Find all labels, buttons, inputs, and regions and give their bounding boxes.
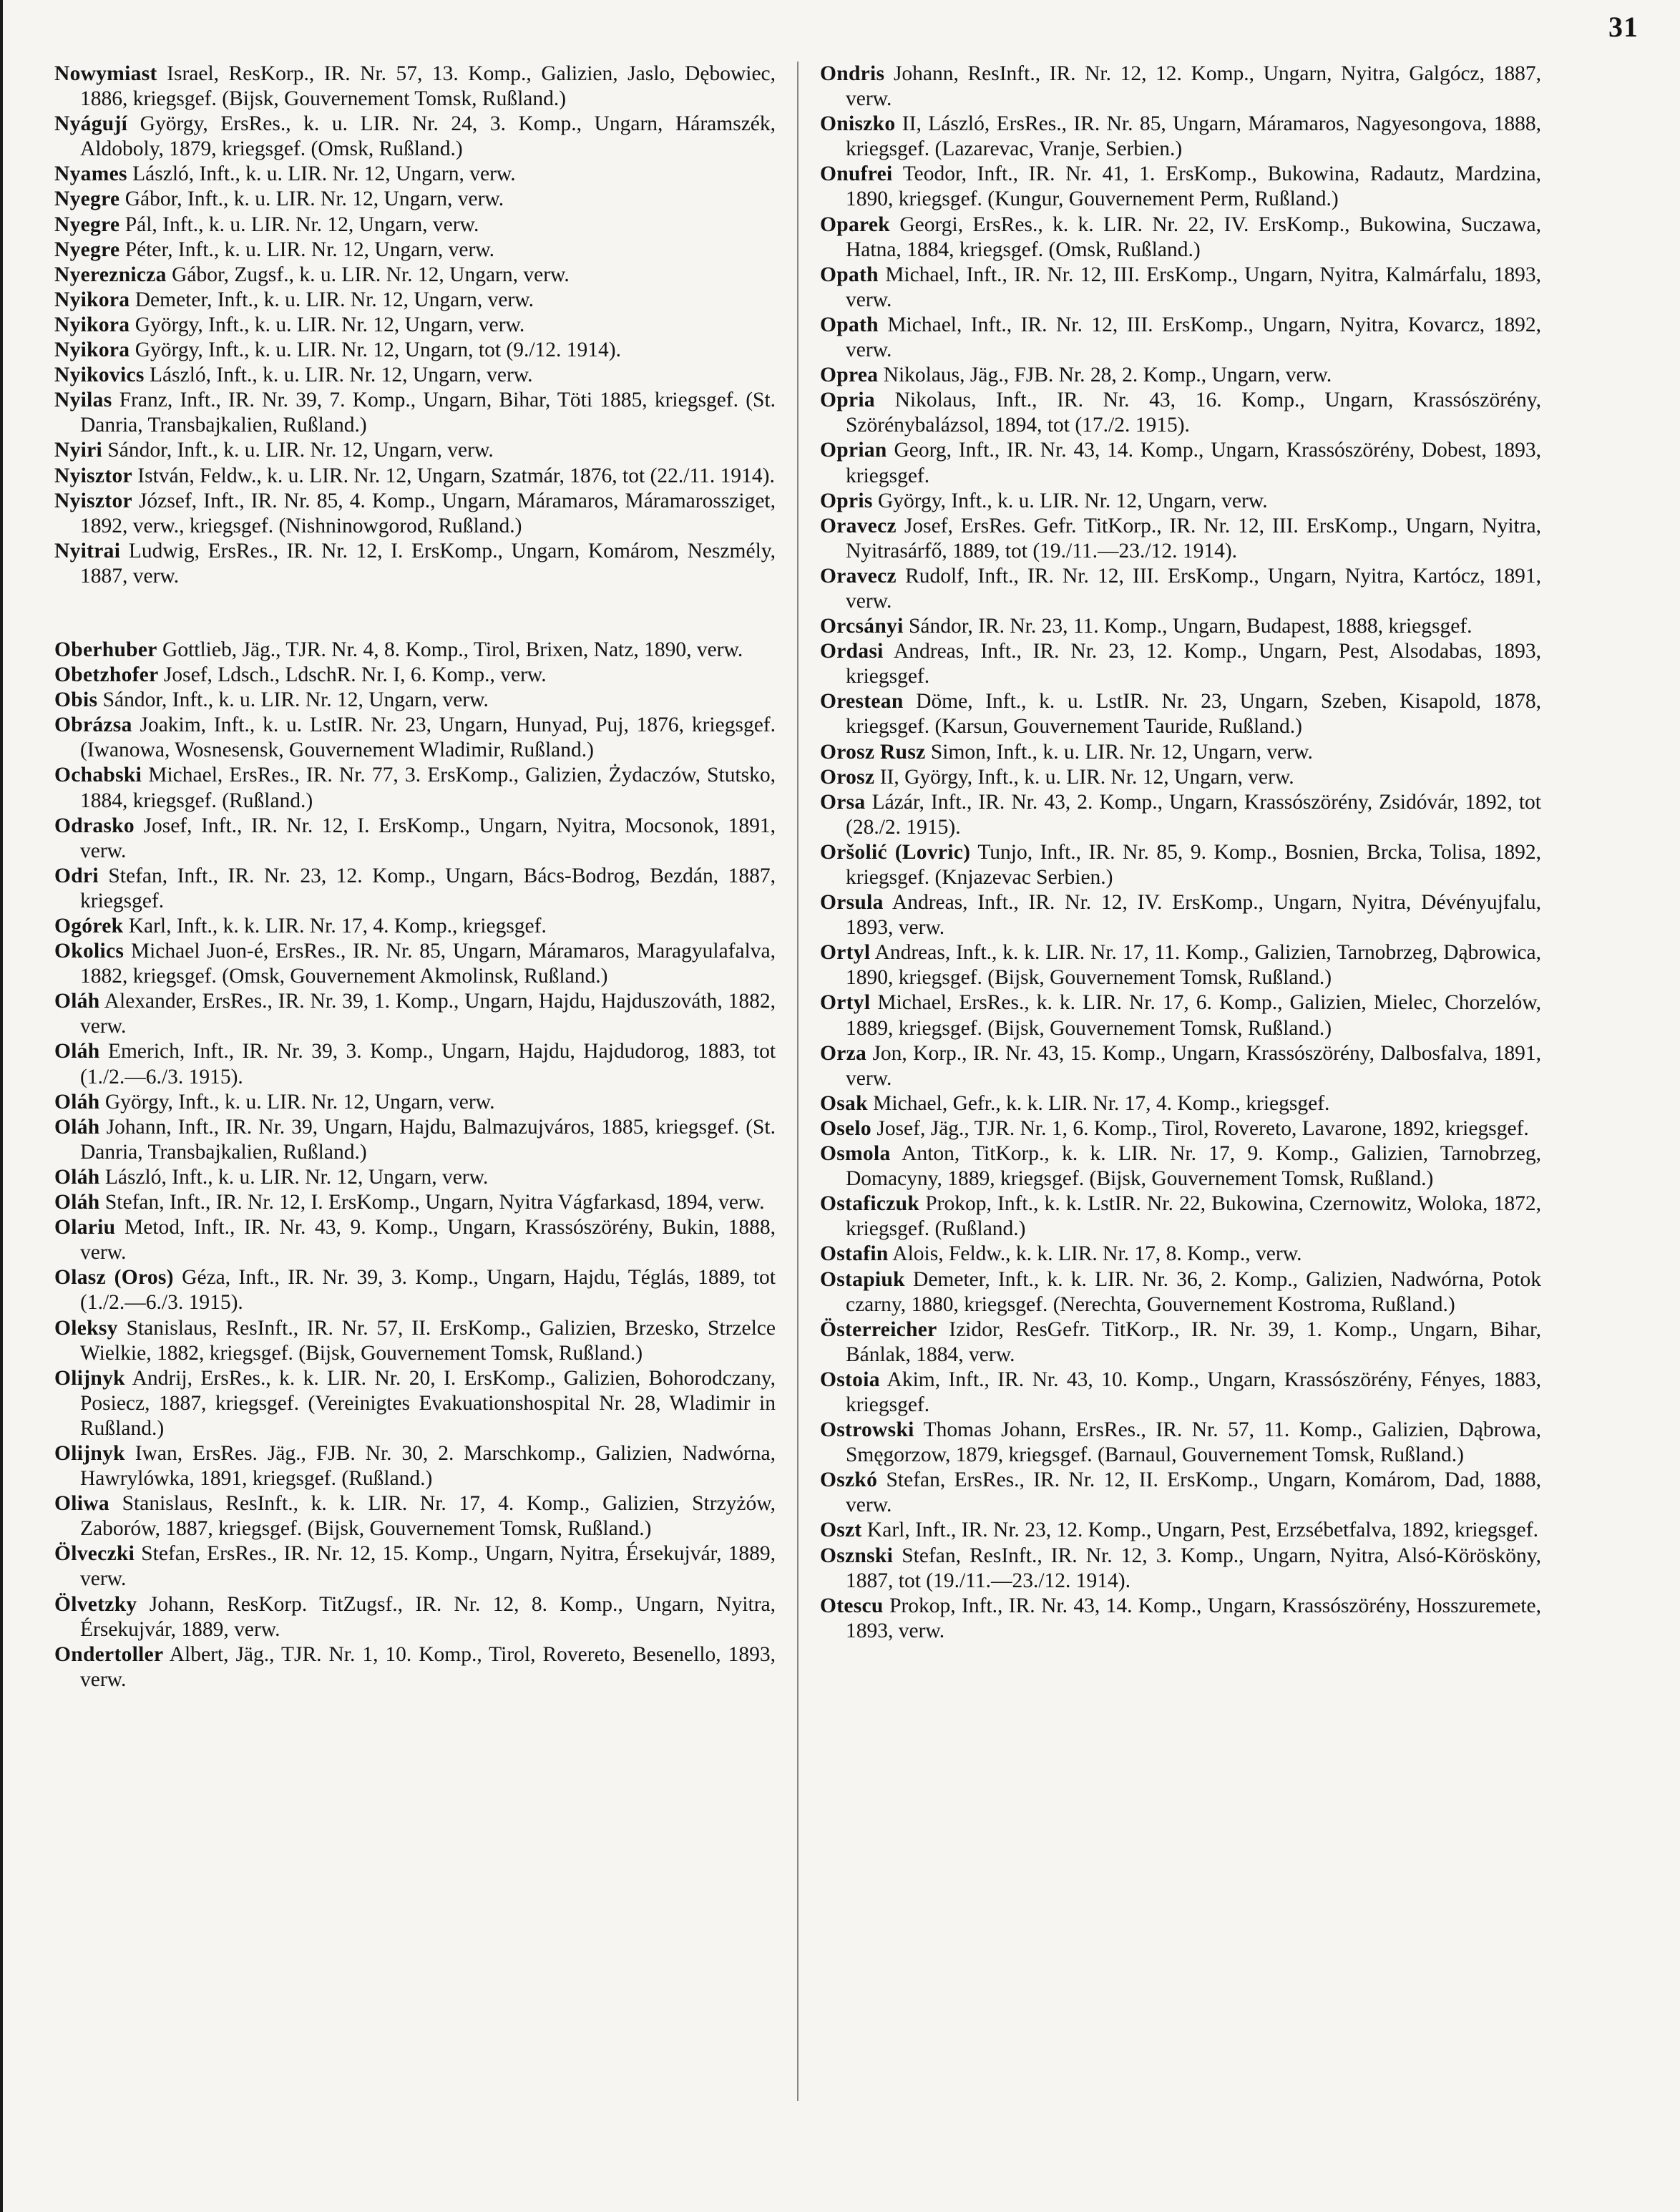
- entry-surname: Oláh: [54, 1040, 100, 1063]
- entry-details: Johann, ResKorp. TitZugsf., IR. Nr. 12, 8. Komp., Ungarn, Nyitra, Érsekujvár, 1889, verw.: [80, 1592, 776, 1641]
- register-entry: [54, 1541, 776, 1592]
- entry-surname: Ordasi: [820, 640, 884, 663]
- register-entry: [54, 939, 776, 989]
- register-entry: [820, 740, 1541, 765]
- entry-surname: Nyereznicza: [54, 263, 167, 286]
- entry-details: Georgi, ErsRes., k. k. LIR. Nr. 22, IV. ErsKomp., Bukowina, Suczawa, Hatna, 1884, kriegsgef. (Omsk, Rußland.): [846, 213, 1542, 261]
- entry-surname: Oszkó: [820, 1468, 878, 1492]
- register-entry: [54, 763, 776, 813]
- entry-surname: Osak: [820, 1091, 868, 1115]
- entry-details: Karl, Inft., k. k. LIR. Nr. 17, 4. Komp., kriegsgef.: [128, 915, 547, 937]
- entry-surname: Ostapiuk: [820, 1267, 905, 1291]
- entry-surname: Ogórek: [54, 915, 124, 937]
- register-entry: [54, 688, 776, 713]
- entry-surname: Nyikora: [54, 313, 130, 336]
- entry-details: Andreas, Inft., IR. Nr. 12, IV. ErsKomp., Ungarn, Nyitra, Dévényujfalu, 1893, verw.: [846, 891, 1542, 940]
- entry-surname: Nyegre: [54, 213, 120, 236]
- entry-surname: Oršolić (Lovric): [820, 840, 971, 864]
- register-entry: [820, 438, 1541, 488]
- register-entry: [820, 263, 1541, 313]
- entry-details: Prokop, Inft., IR. Nr. 43, 14. Komp., Ungarn, Krassószörény, Hosszuremete, 1893, verw.: [846, 1594, 1542, 1642]
- entry-surname: Oliwa: [54, 1492, 109, 1516]
- entry-details: István, Feldw., k. u. LIR. Nr. 12, Ungarn, Szatmár, 1876, tot (22./11. 1914).: [137, 464, 775, 487]
- register-entry: [54, 1039, 776, 1089]
- entry-details: Sándor, Inft., k. u. LIR. Nr. 12, Ungarn, verw.: [102, 688, 489, 712]
- register-entry: [54, 213, 776, 238]
- register-entry: [820, 162, 1541, 212]
- register-entry: [54, 1215, 776, 1265]
- register-entry: [54, 238, 776, 263]
- register-entry: [820, 1468, 1541, 1518]
- register-entry: [820, 213, 1541, 263]
- entry-details: György, Inft., k. u. LIR. Nr. 12, Ungarn, verw.: [135, 313, 525, 336]
- entry-details: Georg, Inft., IR. Nr. 43, 14. Komp., Ungarn, Krassószörény, Dobest, 1893, kriegsgef.: [846, 439, 1541, 487]
- entry-details: György, ErsRes., k. u. LIR. Nr. 24, 3. Komp., Ungarn, Háramszék, Aldoboly, 1879, kriegsgef. (Omsk, Rußland.): [80, 112, 776, 161]
- entry-surname: Nyames: [54, 162, 127, 186]
- register-entry: [54, 1165, 776, 1190]
- entry-details: Simon, Inft., k. u. LIR. Nr. 12, Ungarn, verw.: [930, 740, 1313, 764]
- entry-details: Demeter, Inft., k. k. LIR. Nr. 36, 2. Komp., Galizien, Nadwórna, Potok czarny, 1880, kriegsgef. (Nerechta, Gouvernement Kostroma, Rußland.): [846, 1267, 1541, 1316]
- entry-details: Josef, Inft., IR. Nr. 12, I. ErsKomp., Ungarn, Nyitra, Mocsonok, 1891, verw.: [80, 814, 776, 862]
- register-entry: [54, 489, 776, 539]
- entry-surname: Österreicher: [820, 1317, 937, 1341]
- entry-details: Michael, Gefr., k. k. LIR. Nr. 17, 4. Komp., kriegsgef.: [873, 1091, 1330, 1115]
- entry-details: Demeter, Inft., k. u. LIR. Nr. 12, Ungarn, verw.: [135, 288, 534, 311]
- entry-surname: Ondertoller: [54, 1642, 164, 1666]
- entry-details: Thomas Johann, ErsRes., IR. Nr. 57, 11. Komp., Galizien, Dąbrowa, Smęgorzow, 1879, kriegsgef. (Barnaul, Gouvernement Tomsk, Rußland.): [846, 1418, 1541, 1467]
- entry-surname: Ölveczki: [54, 1542, 135, 1566]
- register-entry: [54, 1592, 776, 1642]
- entry-surname: Oleksy: [54, 1316, 118, 1340]
- entry-surname: Orsula: [820, 891, 884, 915]
- entry-surname: Otescu: [820, 1594, 884, 1617]
- register-entry: [820, 1317, 1541, 1368]
- register-entry: [54, 1642, 776, 1692]
- entry-details: Teodor, Inft., IR. Nr. 41, 1. ErsKomp., Bukowina, Radautz, Mardzina, 1890, kriegsgef. (Kungur, Gouvernement Perm, Rußland.): [846, 162, 1541, 211]
- entry-surname: Nyegre: [54, 238, 120, 261]
- register-entry: [54, 338, 776, 363]
- entry-details: Stefan, Inft., IR. Nr. 23, 12. Komp., Ungarn, Bács-Bodrog, Bezdán, 1887, kriegsgef.: [80, 864, 776, 912]
- register-entry: [54, 1316, 776, 1366]
- register-entry: [820, 990, 1541, 1041]
- entry-details: Josef, Ldsch., LdschR. Nr. I, 6. Komp., verw.: [163, 663, 547, 687]
- entry-surname: Obrázsa: [54, 713, 132, 737]
- register-entry: [54, 62, 776, 112]
- entry-surname: Oselo: [820, 1116, 871, 1140]
- entry-surname: Obetzhofer: [54, 663, 159, 687]
- entry-details: Tunjo, Inft., IR. Nr. 85, 9. Komp., Bosnien, Brcka, Tolisa, 1892, kriegsgef. (Knjazevac Serbien.): [846, 840, 1541, 889]
- entry-details: Stanislaus, ResInft., k. k. LIR. Nr. 17, 4. Komp., Galizien, Strzyżów, Zaborów, 1887, kriegsgef. (Bijsk, Gouvernement Tomsk, Rußland.): [80, 1492, 776, 1541]
- register-entry: [820, 1116, 1541, 1141]
- entry-surname: Ostrowski: [820, 1418, 914, 1442]
- entry-details: Johann, Inft., IR. Nr. 39, Ungarn, Hajdu, Balmazujváros, 1885, kriegsgef. (St. Danria, Transbajkalien, Rußland.): [80, 1115, 776, 1164]
- entry-details: Joakim, Inft., k. u. LstIR. Nr. 23, Ungarn, Hunyad, Puj, 1876, kriegsgef. (Iwanowa, Wosnesensk, Gouvernement Wladimir, Rußland.): [80, 713, 776, 762]
- entry-surname: Orosz: [820, 765, 875, 789]
- section-gap: [54, 589, 776, 638]
- register-entry: [820, 363, 1541, 388]
- register-entry: [820, 1091, 1541, 1116]
- register-entry: [820, 1267, 1541, 1317]
- entry-details: Nikolaus, Jäg., FJB. Nr. 28, 2. Komp., Ungarn, verw.: [883, 364, 1332, 387]
- register-entry: [820, 940, 1541, 990]
- register-entry: [820, 614, 1541, 639]
- register-entry: [54, 388, 776, 438]
- entry-surname: Odri: [54, 864, 99, 887]
- entry-details: Géza, Inft., IR. Nr. 39, 3. Komp., Ungarn, Hajdu, Téglás, 1889, tot (1./2.—6./3. 1915).: [80, 1266, 776, 1315]
- entry-surname: Oparek: [820, 213, 890, 236]
- left-entries-o: [54, 638, 776, 1692]
- entry-surname: Ostafin: [820, 1242, 889, 1266]
- entry-surname: Nyisztor: [54, 464, 132, 487]
- entry-surname: Opria: [820, 389, 875, 412]
- entry-details: György, Inft., k. u. LIR. Nr. 12, Ungarn, tot (9./12. 1914).: [135, 338, 621, 362]
- entry-details: Stefan, ErsRes., IR. Nr. 12, 15. Komp., Ungarn, Nyitra, Érsekujvár, 1889, verw.: [80, 1542, 776, 1591]
- register-entry: [54, 1366, 776, 1441]
- entry-details: Michael Juon-é, ErsRes., IR. Nr. 85, Ungarn, Máramaros, Maragyulafalva, 1882, kriegsgef. (Omsk, Gouvernement Akmolinsk, Rußland.): [80, 940, 776, 988]
- register-entry: [820, 790, 1541, 840]
- entry-details: László, Inft., k. u. LIR. Nr. 12, Ungarn, verw.: [150, 364, 533, 387]
- entry-surname: Osmola: [820, 1142, 891, 1166]
- entry-details: Péter, Inft., k. u. LIR. Nr. 12, Ungarn, verw.: [124, 238, 495, 261]
- entry-surname: Oláh: [54, 1115, 100, 1139]
- entry-surname: Oláh: [54, 1165, 100, 1189]
- column-divider: [797, 62, 799, 2101]
- entry-details: Döme, Inft., k. u. LstIR. Nr. 23, Ungarn, Szeben, Kisapold, 1878, kriegsgef. (Karsun, Gouvernement Tauride, Rußland.): [846, 690, 1542, 739]
- entry-surname: Nyilas: [54, 389, 112, 412]
- entry-surname: Orsa: [820, 790, 866, 814]
- register-entry: [54, 438, 776, 463]
- entry-details: József, Inft., IR. Nr. 85, 4. Komp., Ungarn, Máramaros, Máramarossziget, 1892, verw., kriegsgef. (Nishninowgorod, Rußland.): [80, 489, 776, 537]
- entry-details: Akim, Inft., IR. Nr. 43, 10. Komp., Ungarn, Krassószörény, Fényes, 1883, kriegsgef.: [846, 1368, 1541, 1416]
- entry-details: Izidor, ResGefr. TitKorp., IR. Nr. 39, 1. Komp., Ungarn, Bihar, Bánlak, 1884, verw.: [846, 1317, 1541, 1366]
- entry-surname: Olasz (Oros): [54, 1266, 174, 1290]
- register-entry: [820, 564, 1541, 614]
- entry-details: Lázár, Inft., IR. Nr. 43, 2. Komp., Ungarn, Krassószörény, Zsidóvár, 1892, tot (28./2. 1915).: [846, 790, 1542, 839]
- register-entry: [820, 1192, 1541, 1242]
- entry-surname: Oszt: [820, 1519, 862, 1542]
- entry-details: Gábor, Zugsf., k. u. LIR. Nr. 12, Ungarn, verw.: [172, 263, 570, 286]
- entry-details: Andrij, ErsRes., k. k. LIR. Nr. 20, I. ErsKomp., Galizien, Bohorodczany, Posiecz, 1887, kriegsgef. (Vereinigtes Evakuationshospital Nr. 28, Wladimir in Rußland.): [80, 1366, 776, 1440]
- entry-surname: Nyikora: [54, 288, 130, 311]
- entry-surname: Orosz Rusz: [820, 740, 926, 764]
- entry-details: II, György, Inft., k. u. LIR. Nr. 12, Ungarn, verw.: [879, 765, 1294, 789]
- entry-details: Alois, Feldw., k. k. LIR. Nr. 17, 8. Komp., verw.: [892, 1242, 1302, 1266]
- register-entry: [820, 388, 1541, 438]
- register-entry: [54, 112, 776, 162]
- register-entry: [54, 1090, 776, 1115]
- entry-details: Iwan, ErsRes. Jäg., FJB. Nr. 30, 2. Marschkomp., Galizien, Nadwórna, Hawrylówka, 1891, kriegsgef. (Rußland.): [80, 1441, 776, 1491]
- entry-details: Gábor, Inft., k. u. LIR. Nr. 12, Ungarn, verw.: [124, 187, 504, 211]
- entry-details: Michael, Inft., IR. Nr. 12, III. ErsKomp., Ungarn, Nyitra, Kalmárfalu, 1893, verw.: [846, 263, 1542, 311]
- entry-surname: Orestean: [820, 690, 904, 713]
- register-entry: [54, 1190, 776, 1215]
- entry-surname: Ölvetzky: [54, 1592, 137, 1616]
- register-entry: [54, 263, 776, 288]
- right-entries: [820, 62, 1541, 1644]
- entry-details: Metod, Inft., IR. Nr. 43, 9. Komp., Ungarn, Krassószörény, Bukin, 1888, verw.: [80, 1216, 776, 1265]
- entry-details: Anton, TitKorp., k. k. LIR. Nr. 17, 9. Komp., Galizien, Tarnobrzeg, Domacyny, 1889, kriegsgef. (Bijsk, Gouvernement Tomsk, Rußland.): [846, 1142, 1541, 1191]
- register-entry: [820, 639, 1541, 689]
- register-entry: [820, 890, 1541, 940]
- entry-surname: Obis: [54, 688, 98, 712]
- entry-details: Michael, Inft., IR. Nr. 12, III. ErsKomp., Ungarn, Nyitra, Kovarcz, 1892, verw.: [846, 313, 1541, 362]
- entry-surname: Oberhuber: [54, 638, 157, 661]
- entry-details: Stanislaus, ResInft., IR. Nr. 57, II. ErsKomp., Galizien, Brzesko, Strzelce Wielkie, 1882, kriegsgef. (Bijsk, Gouvernement Tomsk, Rußland.): [80, 1316, 776, 1365]
- entry-surname: Ochabski: [54, 764, 142, 787]
- entry-surname: Odrasko: [54, 814, 135, 837]
- register-entry: [54, 638, 776, 663]
- register-entry: [54, 914, 776, 939]
- entry-details: Pál, Inft., k. u. LIR. Nr. 12, Ungarn, verw.: [124, 213, 479, 236]
- entry-details: Gottlieb, Jäg., TJR. Nr. 4, 8. Komp., Tirol, Brixen, Natz, 1890, verw.: [162, 638, 743, 661]
- register-entry: [820, 1368, 1541, 1418]
- entry-surname: Orcsányi: [820, 615, 904, 638]
- entry-details: György, Inft., k. u. LIR. Nr. 12, Ungarn, verw.: [878, 489, 1268, 512]
- register-entry: [820, 1418, 1541, 1468]
- entry-surname: Ondris: [820, 62, 885, 85]
- entry-details: Rudolf, Inft., IR. Nr. 12, III. ErsKomp., Ungarn, Nyitra, Kartócz, 1891, verw.: [846, 564, 1542, 613]
- entry-details: Josef, ErsRes. Gefr. TitKorp., IR. Nr. 12, III. ErsKomp., Ungarn, Nyitra, Nyitrasárfő, 1889, tot (19./11.—23./12. 1914).: [846, 514, 1542, 562]
- register-entry: [54, 713, 776, 763]
- register-entry: [820, 62, 1541, 112]
- entry-details: Albert, Jäg., TJR. Nr. 1, 10. Komp., Tirol, Rovereto, Besenello, 1893, verw.: [80, 1642, 776, 1691]
- entry-surname: Ortyl: [820, 991, 871, 1015]
- entry-surname: Nyikovics: [54, 364, 145, 387]
- entry-surname: Ostaficzuk: [820, 1192, 920, 1216]
- register-entry: [820, 1544, 1541, 1594]
- register-entry: [54, 1115, 776, 1165]
- entry-details: Andreas, Inft., IR. Nr. 23, 12. Komp., Ungarn, Pest, Alsodabas, 1893, kriegsgef.: [846, 640, 1542, 688]
- register-entry: [54, 1491, 776, 1541]
- register-entry: [820, 1594, 1541, 1644]
- register-entry: [54, 187, 776, 212]
- page-number: 31: [1608, 11, 1639, 43]
- register-entry: [54, 313, 776, 338]
- entry-surname: Olijnyk: [54, 1366, 125, 1390]
- entry-details: Andreas, Inft., k. k. LIR. Nr. 17, 11. Komp., Galizien, Tarnobrzeg, Dąbrowica, 1890, kriegsgef. (Bijsk, Gouvernement Tomsk, Rußland.): [846, 941, 1541, 990]
- entry-surname: Olijnyk: [54, 1441, 125, 1465]
- entry-surname: Nyisztor: [54, 489, 132, 512]
- entry-details: Jon, Korp., IR. Nr. 43, 15. Komp., Ungarn, Krassószörény, Dalbosfalva, 1891, verw.: [846, 1041, 1541, 1090]
- entry-surname: Oprea: [820, 364, 879, 387]
- left-entries-n: [54, 62, 776, 589]
- register-entry: [54, 539, 776, 589]
- register-entry: [820, 1242, 1541, 1267]
- right-column: [820, 62, 1541, 1644]
- entry-surname: Nyegre: [54, 187, 120, 211]
- register-entry: [820, 112, 1541, 162]
- register-entry: [820, 1041, 1541, 1091]
- entry-details: László, Inft., k. u. LIR. Nr. 12, Ungarn, verw.: [104, 1165, 489, 1189]
- register-entry: [54, 1441, 776, 1491]
- entry-details: II, László, ErsRes., IR. Nr. 85, Ungarn, Máramaros, Nagyesongova, 1888, kriegsgef. (Lazarevac, Vranje, Serbien.): [846, 112, 1541, 161]
- entry-details: Ludwig, ErsRes., IR. Nr. 12, I. ErsKomp., Ungarn, Komárom, Neszmély, 1887, verw.: [80, 539, 776, 588]
- entry-surname: Oláh: [54, 1090, 100, 1114]
- register-entry: [820, 1518, 1541, 1543]
- entry-details: Nikolaus, Inft., IR. Nr. 43, 16. Komp., Ungarn, Krassószörény, Szörénybalázsol, 1894, tot (17./2. 1915).: [846, 389, 1542, 437]
- entry-surname: Nowymiast: [54, 62, 157, 85]
- register-entry: [820, 1141, 1541, 1192]
- entry-details: Emerich, Inft., IR. Nr. 39, 3. Komp., Ungarn, Hajdu, Hajdudorog, 1883, tot (1./2.—6./3. 1915).: [80, 1040, 776, 1088]
- entry-details: Israel, ResKorp., IR. Nr. 57, 13. Komp., Galizien, Jaslo, Dębowiec, 1886, kriegsgef. (Bijsk, Gouvernement Tomsk, Rußland.): [80, 62, 776, 111]
- entry-details: Sándor, IR. Nr. 23, 11. Komp., Ungarn, Budapest, 1888, kriegsgef.: [908, 615, 1473, 638]
- entry-details: Josef, Jäg., TJR. Nr. 1, 6. Komp., Tirol, Rovereto, Lavarone, 1892, kriegsgef.: [876, 1116, 1529, 1140]
- entry-details: Stefan, Inft., IR. Nr. 12, I. ErsKomp., Ungarn, Nyitra Vágfarkasd, 1894, verw.: [104, 1191, 765, 1214]
- entry-details: Michael, ErsRes., IR. Nr. 77, 3. ErsKomp., Galizien, Żydaczów, Stutsko, 1884, kriegsgef. (Rußland.): [80, 764, 776, 812]
- register-entry: [820, 514, 1541, 564]
- entry-details: Stefan, ErsRes., IR. Nr. 12, II. ErsKomp., Ungarn, Komárom, Dad, 1888, verw.: [846, 1468, 1542, 1517]
- register-entry: [54, 162, 776, 187]
- register-entry: [54, 663, 776, 688]
- entry-details: Franz, Inft., IR. Nr. 39, 7. Komp., Ungarn, Bihar, Töti 1885, kriegsgef. (St. Danria, Transbajkalien, Rußland.): [80, 389, 776, 437]
- entry-surname: Ostoia: [820, 1368, 880, 1391]
- entry-details: Sándor, Inft., k. u. LIR. Nr. 12, Ungarn, verw.: [107, 439, 494, 462]
- register-entry: [820, 765, 1541, 790]
- entry-details: Stefan, ResInft., IR. Nr. 12, 3. Komp., Ungarn, Nyitra, Alsó-Körösköny, 1887, tot (19./11.—23./12. 1914).: [846, 1544, 1541, 1592]
- register-entry: [54, 864, 776, 914]
- register-entry: [820, 840, 1541, 890]
- entry-surname: Okolics: [54, 940, 124, 963]
- entry-surname: Opris: [820, 489, 873, 512]
- register-entry: [820, 313, 1541, 363]
- left-column: [54, 62, 776, 1692]
- entry-surname: Oprian: [820, 439, 887, 462]
- entry-surname: Nyágují: [54, 112, 128, 136]
- entry-surname: Oláh: [54, 1191, 100, 1214]
- register-entry: [54, 288, 776, 313]
- register-entry: [820, 489, 1541, 514]
- register-entry: [820, 689, 1541, 739]
- register-entry: [54, 989, 776, 1039]
- register-entry: [54, 464, 776, 489]
- entry-surname: Oniszko: [820, 112, 896, 136]
- entry-surname: Nyiri: [54, 439, 103, 462]
- entry-details: Michael, ErsRes., k. k. LIR. Nr. 17, 6. Komp., Galizien, Mielec, Chorzelów, 1889, kriegsgef. (Bijsk, Gouvernement Tomsk, Rußland.): [846, 991, 1542, 1040]
- entry-surname: Nyikora: [54, 338, 130, 362]
- entry-details: Prokop, Inft., k. k. LstIR. Nr. 22, Bukowina, Czernowitz, Woloka, 1872, kriegsgef. (Rußland.): [846, 1192, 1541, 1241]
- entry-surname: Oláh: [54, 990, 100, 1013]
- entry-surname: Osznski: [820, 1544, 894, 1567]
- entry-details: Karl, Inft., IR. Nr. 23, 12. Komp., Ungarn, Pest, Erzsébetfalva, 1892, kriegsgef.: [866, 1519, 1538, 1542]
- entry-details: László, Inft., k. u. LIR. Nr. 12, Ungarn, verw.: [132, 162, 516, 186]
- entry-surname: Nyitrai: [54, 539, 121, 562]
- entry-details: Alexander, ErsRes., IR. Nr. 39, 1. Komp., Ungarn, Hajdu, Hajduszováth, 1882, verw.: [80, 990, 776, 1038]
- register-entry: [54, 814, 776, 864]
- entry-surname: Oravecz: [820, 514, 897, 537]
- entry-surname: Ortyl: [820, 941, 871, 965]
- entry-details: György, Inft., k. u. LIR. Nr. 12, Ungarn, verw.: [104, 1090, 495, 1114]
- entry-surname: Opath: [820, 263, 879, 286]
- register-entry: [54, 1265, 776, 1315]
- entry-details: Johann, ResInft., IR. Nr. 12, 12. Komp., Ungarn, Nyitra, Galgócz, 1887, verw.: [846, 62, 1541, 111]
- entry-surname: Opath: [820, 313, 879, 336]
- entry-surname: Olariu: [54, 1216, 116, 1239]
- entry-surname: Orza: [820, 1041, 867, 1065]
- entry-surname: Oravecz: [820, 564, 897, 588]
- register-entry: [54, 363, 776, 388]
- entry-surname: Onufrei: [820, 162, 893, 186]
